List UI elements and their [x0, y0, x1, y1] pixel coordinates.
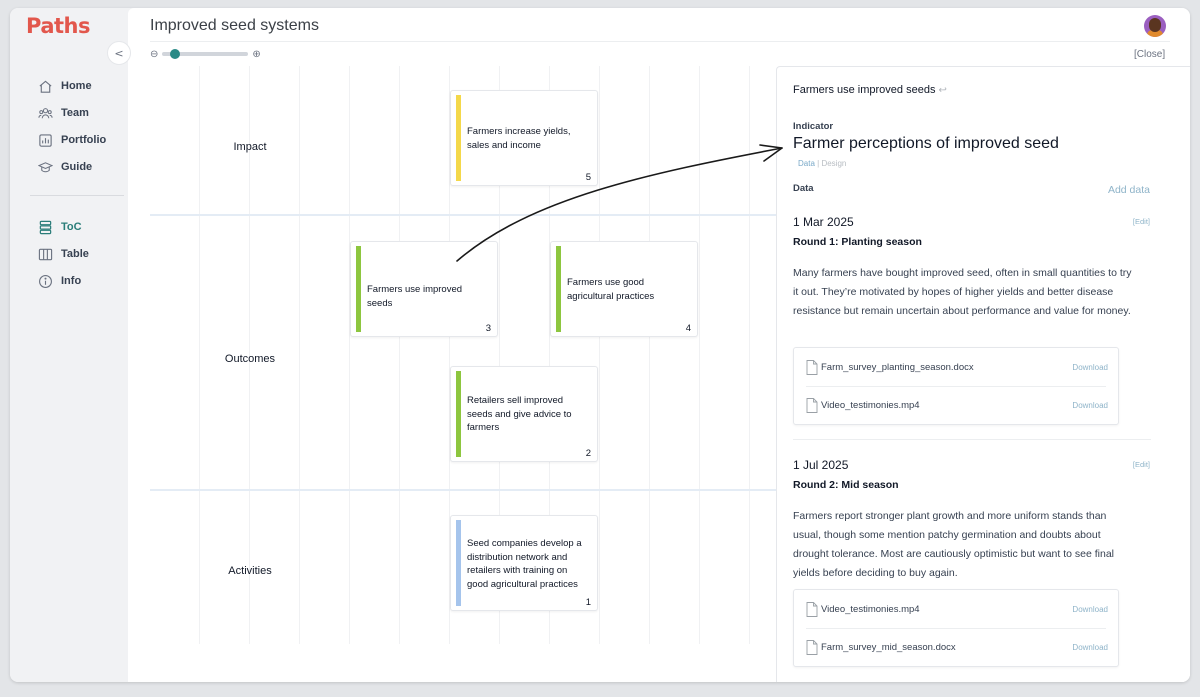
- card-number: 2: [585, 448, 591, 459]
- close-link[interactable]: [Close]: [1134, 49, 1166, 60]
- team-icon: [37, 105, 53, 121]
- file-name: Video_testimonies.mp4: [821, 603, 920, 615]
- sidebar-item-label: Team: [61, 107, 89, 119]
- edit-link[interactable]: [Edit]: [1132, 217, 1150, 226]
- card-text: Farmers increase yields, sales and income: [467, 126, 571, 151]
- sidebar-item-guide[interactable]: [37, 157, 92, 177]
- card-color-bar: [456, 371, 461, 457]
- document-icon: [806, 360, 818, 375]
- data-section-label: Data: [793, 183, 814, 194]
- sidebar-item-label: Guide: [61, 161, 93, 173]
- file-row[interactable]: [794, 590, 1118, 628]
- table-icon: [37, 246, 53, 262]
- row-label-outcomes: Outcomes: [224, 353, 276, 365]
- file-name: Farm_survey_planting_season.docx: [821, 361, 974, 373]
- zoom-slider[interactable]: [162, 52, 248, 56]
- zoom-control: [150, 48, 261, 60]
- row-label-activities: Activities: [228, 565, 272, 577]
- tab-data[interactable]: Data: [798, 159, 815, 168]
- document-icon: [806, 640, 818, 655]
- sidebar-item-label: Info: [61, 275, 82, 287]
- download-link[interactable]: Download: [1072, 604, 1108, 614]
- sidebar-collapse-button[interactable]: <: [107, 41, 131, 65]
- page-title: Improved seed systems: [150, 17, 319, 34]
- card-number: 4: [685, 323, 691, 334]
- sidebar-divider: [30, 195, 124, 196]
- file-list: [793, 347, 1119, 425]
- sidebar-item-team[interactable]: [37, 103, 89, 123]
- entry-divider: [793, 439, 1151, 440]
- sidebar-item-table[interactable]: [37, 244, 89, 264]
- entry-date: 1 Mar 2025: [793, 215, 854, 229]
- return-icon[interactable]: ↩: [938, 85, 947, 96]
- download-link[interactable]: Download: [1072, 362, 1108, 372]
- toc-card[interactable]: [450, 366, 598, 462]
- row-divider: [150, 214, 776, 216]
- card-text: Farmers use improved seeds: [367, 284, 463, 309]
- title-divider: [150, 41, 1170, 42]
- document-icon: [806, 398, 818, 413]
- download-link[interactable]: Download: [1072, 642, 1108, 652]
- card-color-bar: [356, 246, 361, 332]
- toc-card[interactable]: [450, 90, 598, 186]
- tab-design[interactable]: Design: [821, 159, 847, 168]
- panel-heading: [793, 84, 947, 96]
- card-color-bar: [456, 95, 461, 181]
- zoom-out-icon[interactable]: ⊖: [150, 48, 159, 60]
- avatar[interactable]: [1144, 15, 1166, 37]
- entry-body: Many farmers have bought improved seed, often in small quantities to try it out. They’re motivated by hopes of higher yields and better disease resistance but remain uncertain about performance and value for money.: [793, 267, 1132, 317]
- entry-date: 1 Jul 2025: [793, 458, 849, 472]
- row-divider: [150, 489, 776, 491]
- edit-link[interactable]: [Edit]: [1132, 460, 1150, 469]
- avatar-face: [1149, 18, 1161, 32]
- card-color-bar: [456, 520, 461, 606]
- file-row[interactable]: [794, 386, 1118, 424]
- card-text: Seed companies develop a distribution network and retailers with training on good agricultural practices: [467, 538, 582, 590]
- logo: Paths: [26, 14, 90, 38]
- zoom-slider-thumb[interactable]: [170, 49, 180, 59]
- main-content: [128, 8, 1190, 682]
- card-number: 1: [585, 597, 591, 608]
- entry-body: Farmers report stronger plant growth and more uniform stands than usual, though some mention patchy germination and doubts about drought tolerance. Most are cautiously optimistic but want to see final yields before deciding to buy again.: [793, 510, 1114, 579]
- app-window: [10, 8, 1190, 682]
- toc-card[interactable]: [350, 241, 498, 337]
- sidebar-item-home[interactable]: [37, 76, 92, 96]
- add-data-button[interactable]: Add data: [1107, 184, 1150, 196]
- sidebar-item-label: ToC: [61, 221, 82, 233]
- info-icon: [37, 273, 53, 289]
- sidebar-item-label: Home: [61, 80, 92, 92]
- card-text: Retailers sell improved seeds and give advice to farmers: [467, 395, 572, 433]
- tab-separator: |: [814, 159, 822, 168]
- toc-card[interactable]: [450, 515, 598, 611]
- sidebar-item-label: Table: [61, 248, 89, 260]
- detail-panel: [776, 66, 1190, 682]
- card-number: 5: [585, 172, 591, 183]
- row-label-impact: Impact: [233, 141, 267, 153]
- toc-canvas[interactable]: [150, 66, 776, 644]
- sidebar-item-info[interactable]: [37, 271, 81, 291]
- sidebar-item-portfolio[interactable]: [37, 130, 106, 150]
- file-list: [793, 589, 1119, 667]
- sidebar: [10, 8, 128, 682]
- file-name: Video_testimonies.mp4: [821, 399, 920, 411]
- entry-round: Round 2: Mid season: [793, 479, 899, 491]
- file-name: Farm_survey_mid_season.docx: [821, 641, 956, 653]
- toc-icon: [37, 219, 53, 235]
- home-icon: [37, 78, 53, 94]
- document-icon: [806, 602, 818, 617]
- portfolio-icon: [37, 132, 53, 148]
- indicator-tabs: [798, 159, 846, 168]
- panel-heading-text: Farmers use improved seeds: [793, 84, 936, 96]
- card-number: 3: [485, 323, 491, 334]
- zoom-in-icon[interactable]: ⊕: [252, 48, 261, 60]
- download-link[interactable]: Download: [1072, 400, 1108, 410]
- indicator-label: Indicator: [793, 121, 834, 132]
- sidebar-item-toc[interactable]: [37, 217, 82, 237]
- file-row[interactable]: [794, 628, 1118, 666]
- guide-icon: [37, 159, 53, 175]
- file-row[interactable]: [794, 348, 1118, 386]
- indicator-title: Farmer perceptions of improved seed: [793, 135, 1059, 152]
- card-color-bar: [556, 246, 561, 332]
- toc-card[interactable]: [550, 241, 698, 337]
- entry-round: Round 1: Planting season: [793, 236, 922, 248]
- sidebar-item-label: Portfolio: [61, 134, 107, 146]
- card-text: Farmers use good agricultural practices: [567, 277, 655, 302]
